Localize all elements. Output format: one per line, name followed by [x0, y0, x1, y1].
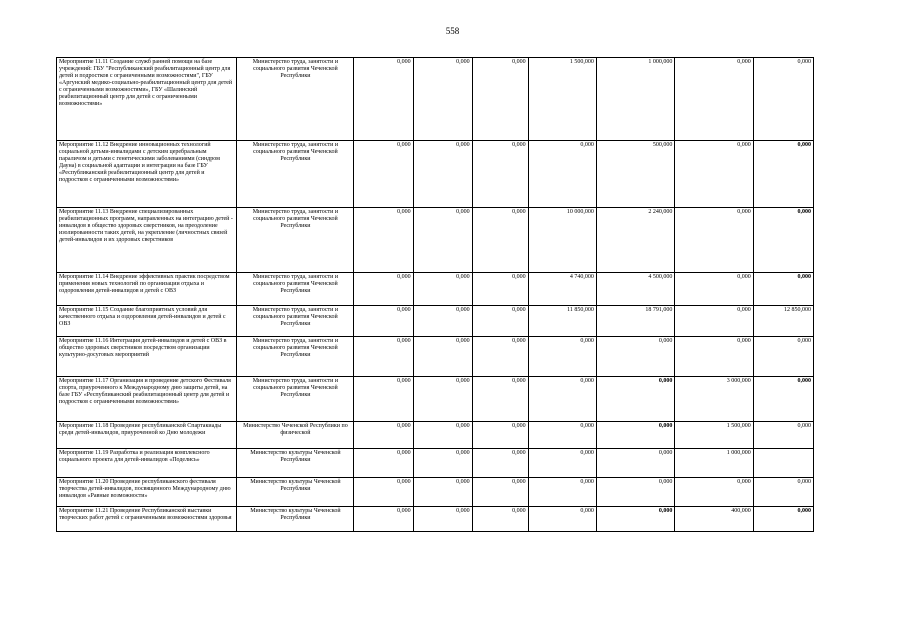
- value-cell: 0,000: [472, 306, 528, 337]
- value-cell: 0,000: [596, 478, 674, 507]
- value-cell: 0,000: [753, 377, 813, 422]
- value-cell: 4 740,000: [528, 273, 596, 306]
- measure-name: Мероприятие 11.13 Внедрение специализированных реабилитационных программ, направленных на интеграцию детей - инвалидов в общество здоровых сверстников, на преодоление изолированности таких детей, на укрепление (личностных связей детей-инвалидов и их здоровых сверстников: [57, 208, 237, 273]
- value-cell: 0,000: [413, 58, 472, 141]
- value-cell: 0,000: [354, 208, 413, 273]
- value-cell: 0,000: [472, 422, 528, 449]
- value-cell: 0,000: [675, 208, 753, 273]
- value-cell: 0,000: [413, 449, 472, 478]
- value-cell: 0,000: [675, 58, 753, 141]
- table-row: [57, 422, 814, 449]
- table-row: [57, 208, 814, 273]
- responsible-org: Министерство труда, занятости и социального развития Чеченской Республики: [237, 273, 354, 306]
- value-cell: 0,000: [472, 337, 528, 377]
- value-cell: 0,000: [675, 141, 753, 208]
- value-cell: 0,000: [528, 478, 596, 507]
- table-row: [57, 478, 814, 507]
- measure-name: Мероприятие 11.14 Внедрение эффективных практик посредством применения новых технологий по организации отдыха и оздоровления детей-инвалидов и детей с ОВЗ: [57, 273, 237, 306]
- value-cell: 10 000,000: [528, 208, 596, 273]
- value-cell: 18 791,000: [596, 306, 674, 337]
- value-cell: 0,000: [413, 208, 472, 273]
- value-cell: 0,000: [596, 422, 674, 449]
- value-cell: 0,000: [675, 306, 753, 337]
- value-cell: 0,000: [753, 422, 813, 449]
- table-row: [57, 377, 814, 422]
- value-cell: 0,000: [472, 58, 528, 141]
- value-cell: 0,000: [528, 377, 596, 422]
- table-row: [57, 58, 814, 141]
- value-cell: 11 850,000: [528, 306, 596, 337]
- value-cell: 0,000: [354, 478, 413, 507]
- value-cell: 0,000: [472, 208, 528, 273]
- value-cell: 0,000: [472, 377, 528, 422]
- value-cell: 0,000: [675, 273, 753, 306]
- value-cell: 0,000: [413, 478, 472, 507]
- value-cell: 2 240,000: [596, 208, 674, 273]
- value-cell: 0,000: [413, 422, 472, 449]
- value-cell: 0,000: [753, 478, 813, 507]
- value-cell: 0,000: [753, 208, 813, 273]
- value-cell: 0,000: [413, 306, 472, 337]
- value-cell: 0,000: [528, 449, 596, 478]
- value-cell: 0,000: [472, 273, 528, 306]
- value-cell: 12 850,000: [753, 306, 813, 337]
- value-cell: 0,000: [413, 273, 472, 306]
- value-cell: 3 000,000: [675, 377, 753, 422]
- budget-table: [56, 57, 814, 532]
- measure-name: Мероприятие 11.17 Организация и проведение детского Фестиваля спорта, приуроченного к Международному дню защиты детей, на базе ГБУ «Республиканский реабилитационный центр для детей и подростков с ограниченными возможностями»: [57, 377, 237, 422]
- value-cell: 0,000: [675, 478, 753, 507]
- value-cell: 0,000: [354, 449, 413, 478]
- value-cell: 0,000: [528, 507, 596, 532]
- value-cell: 0,000: [413, 377, 472, 422]
- value-cell: 0,000: [596, 507, 674, 532]
- value-cell: 0,000: [596, 337, 674, 377]
- responsible-org: Министерство культуры Чеченской Республики: [237, 449, 354, 478]
- measure-name: Мероприятие 11.18 Проведение республиканской Спартакиады среди детей-инвалидов, приуроченной ко Дню молодежи: [57, 422, 237, 449]
- value-cell: 0,000: [354, 273, 413, 306]
- value-cell: 0,000: [528, 422, 596, 449]
- value-cell: 0,000: [596, 377, 674, 422]
- responsible-org: Министерство труда, занятости и социального развития Чеченской Республики: [237, 58, 354, 141]
- table-row: [57, 141, 814, 208]
- responsible-org: Министерство труда, занятости и социального развития Чеченской Республики: [237, 306, 354, 337]
- value-cell: 4 500,000: [596, 273, 674, 306]
- measure-name: Мероприятие 11.15 Создание благоприятных условий для качественного отдыха и оздоровления детей-инвалидов и детей с ОВЗ: [57, 306, 237, 337]
- value-cell: 0,000: [354, 377, 413, 422]
- table-row: [57, 306, 814, 337]
- value-cell: 0,000: [472, 478, 528, 507]
- value-cell: 0,000: [528, 337, 596, 377]
- value-cell: 0,000: [596, 449, 674, 478]
- page-number: 558: [445, 26, 460, 36]
- responsible-org: Министерство труда, занятости и социального развития Чеченской Республики: [237, 337, 354, 377]
- value-cell: 400,000: [675, 507, 753, 532]
- value-cell: 0,000: [354, 306, 413, 337]
- responsible-org: Министерство культуры Чеченской Республики: [237, 478, 354, 507]
- measure-name: Мероприятие 11.20 Проведение республиканского фестиваля творчества детей-инвалидов, посвященного Международному дню инвалидов «Равные возможности»: [57, 478, 237, 507]
- value-cell: 1 000,000: [675, 449, 753, 478]
- table-row: [57, 449, 814, 478]
- value-cell: 0,000: [354, 141, 413, 208]
- measure-name: Мероприятие 11.21 Проведение Республиканской выставки творческих работ детей с ограниченными возможностями здоровья: [57, 507, 237, 532]
- table-row: [57, 337, 814, 377]
- value-cell: 0,000: [413, 507, 472, 532]
- value-cell: 1 000,000: [596, 58, 674, 141]
- measure-name: Мероприятие 11.11 Создание служб ранней помощи на базе учреждений: ГБУ "Республиканский реабилитационный центр для детей и подростков с ограниченными возможностями", ГБУ «Аргунский медико-социально-реабилитационный центр для детей с ограниченными возможностями», ГБУ «Шалинский реабилитационный центр для детей с ограниченными возможностями»: [57, 58, 237, 141]
- table-row: [57, 507, 814, 532]
- value-cell: 0,000: [753, 141, 813, 208]
- value-cell: 0,000: [753, 507, 813, 532]
- value-cell: 0,000: [472, 507, 528, 532]
- measure-name: Мероприятие 11.16 Интеграция детей-инвалидов и детей с ОВЗ в общество здоровых сверстников посредством организации культурно-досуговых мероприятий: [57, 337, 237, 377]
- value-cell: 0,000: [675, 337, 753, 377]
- table-row: [57, 273, 814, 306]
- value-cell: 1 500,000: [675, 422, 753, 449]
- value-cell: 0,000: [413, 337, 472, 377]
- value-cell: 0,000: [528, 141, 596, 208]
- value-cell: 500,000: [596, 141, 674, 208]
- responsible-org: Министерство культуры Чеченской Республики: [237, 507, 354, 532]
- responsible-org: Министерство труда, занятости и социального развития Чеченской Республики: [237, 141, 354, 208]
- responsible-org: Министерство труда, занятости и социального развития Чеченской Республики: [237, 208, 354, 273]
- value-cell: 0,000: [753, 337, 813, 377]
- value-cell: 0,000: [413, 141, 472, 208]
- measure-name: Мероприятие 11.12 Внедрение инновационных технологий социальной детьми-инвалидами с детским церебральным параличом и детьми с генетическими заболеваниями (синдром Дауна) в социальной адаптации и интеграции на базе ГБУ «Республиканский реабилитационный центр для детей и подростков с ограниченными возможностями»: [57, 141, 237, 208]
- value-cell: [753, 449, 813, 478]
- responsible-org: Министерство Чеченской Республики по физической: [237, 422, 354, 449]
- value-cell: 0,000: [472, 449, 528, 478]
- responsible-org: Министерство труда, занятости и социального развития Чеченской Республики: [237, 377, 354, 422]
- measure-name: Мероприятие 11.19 Разработка и реализация комплексного социального проекта для детей-инвалидов «Поделись»: [57, 449, 237, 478]
- value-cell: 0,000: [354, 422, 413, 449]
- value-cell: 0,000: [354, 507, 413, 532]
- value-cell: 0,000: [354, 337, 413, 377]
- value-cell: 0,000: [753, 58, 813, 141]
- value-cell: 0,000: [753, 273, 813, 306]
- value-cell: 1 500,000: [528, 58, 596, 141]
- value-cell: 0,000: [472, 141, 528, 208]
- value-cell: 0,000: [354, 58, 413, 141]
